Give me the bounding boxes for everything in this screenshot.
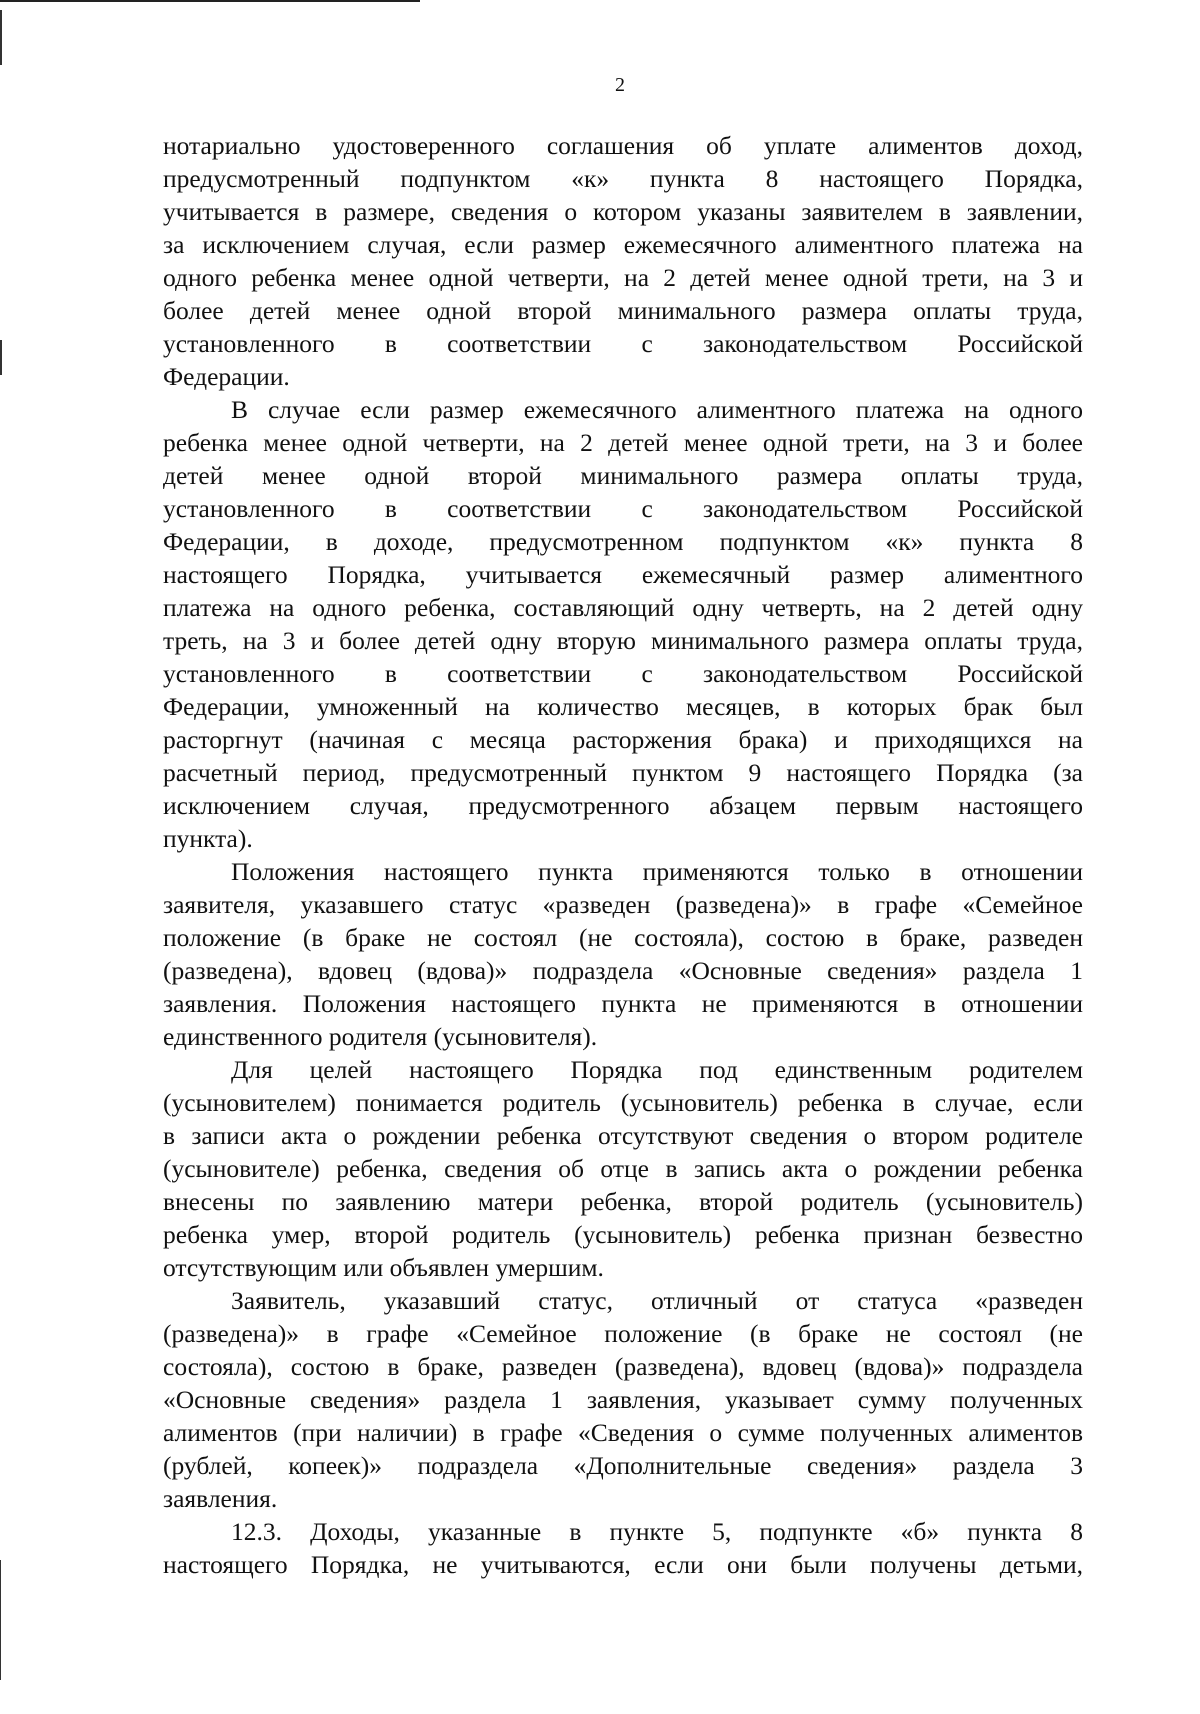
page-number: 2 [615,74,625,96]
scan-left-mark [0,10,2,65]
text-line: состояла), состою в браке, разведен (разведена), вдовец (вдова)» подраздела [163,1352,1083,1381]
text-line: (разведена), вдовец (вдова)» подраздела «Основные сведения» раздела 1 [163,956,1083,985]
text-line: ребенка умер, второй родитель (усыновитель) ребенка признан безвестно [163,1220,1083,1249]
scan-top-rule [0,0,420,2]
text-line: расторгнут (начиная с месяца расторжения брака) и приходящихся на [163,725,1083,754]
text-line: (усыновителе) ребенка, сведения об отце в запись акта о рождении ребенка [163,1154,1083,1183]
text-line: Федерации, умноженный на количество месяцев, в которых брак был [163,692,1083,721]
text-line: за исключением случая, если размер ежемесячного алиментного платежа на [163,230,1083,259]
text-line: Для целей настоящего Порядка под единственным родителем [231,1055,1083,1084]
text-line: «Основные сведения» раздела 1 заявления, указывает сумму полученных [163,1385,1083,1414]
text-line: Федерации. [163,362,290,391]
text-line: детей менее одной второй минимального размера оплаты труда, [163,461,1083,490]
text-line: положение (в браке не состоял (не состояла), состою в браке, разведен [163,923,1083,952]
paragraph [163,1515,1083,1581]
text-line: треть, на 3 и более детей одну вторую минимального размера оплаты труда, [163,626,1083,655]
text-line: расчетный период, предусмотренный пунктом 9 настоящего Порядка (за [163,758,1083,787]
text-line: установленного в соответствии с законодательством Российской [163,329,1083,358]
text-line: платежа на одного ребенка, составляющий одну четверть, на 2 детей одну [163,593,1083,622]
text-line: В случае если размер ежемесячного алиментного платежа на одного [231,395,1083,424]
paragraph [163,129,1083,393]
text-line: внесены по заявлению матери ребенка, второй родитель (усыновитель) [163,1187,1083,1216]
text-line: более детей менее одной второй минимального размера оплаты труда, [163,296,1083,325]
text-line: нотариально удостоверенного соглашения об уплате алиментов доход, [163,131,1083,160]
text-line: алиментов (при наличии) в графе «Сведения о сумме полученных алиментов [163,1418,1083,1447]
text-line: Федерации, в доходе, предусмотренном подпунктом «к» пункта 8 [163,527,1083,556]
text-line: пункта). [163,824,253,853]
text-line: единственного родителя (усыновителя). [163,1022,598,1051]
text-line: Положения настоящего пункта применяются только в отношении [231,857,1083,886]
text-line: заявления. [163,1484,278,1513]
text-line: (рублей, копеек)» подраздела «Дополнительные сведения» раздела 3 [163,1451,1083,1480]
text-line: предусмотренный подпунктом «к» пункта 8 настоящего Порядка, [163,164,1083,193]
text-line: учитывается в размере, сведения о котором указаны заявителем в заявлении, [163,197,1083,226]
text-line: исключением случая, предусмотренного абзацем первым настоящего [163,791,1083,820]
paragraph [163,393,1083,855]
text-line: отсутствующим или объявлен умершим. [163,1253,604,1282]
text-line: 12.3. Доходы, указанные в пункте 5, подпункте «б» пункта 8 [231,1517,1083,1546]
text-line: настоящего Порядка, учитывается ежемесячный размер алиментного [163,560,1083,589]
text-line: настоящего Порядка, не учитываются, если они были получены детьми, [163,1550,1083,1579]
text-line: Заявитель, указавший статус, отличный от статуса «разведен [231,1286,1083,1315]
text-line: установленного в соответствии с законодательством Российской [163,659,1083,688]
text-line: (усыновителем) понимается родитель (усыновитель) ребенка в случае, если [163,1088,1083,1117]
paragraph [163,1053,1083,1284]
scan-left-mark [0,340,2,375]
text-line: одного ребенка менее одной четверти, на 2 детей менее одной трети, на 3 и [163,263,1083,292]
scan-left-mark [0,1560,1,1680]
text-line: заявления. Положения настоящего пункта не применяются в отношении [163,989,1083,1018]
text-line: (разведена)» в графе «Семейное положение (в браке не состоял (не [163,1319,1083,1348]
text-line: установленного в соответствии с законодательством Российской [163,494,1083,523]
text-line: заявителя, указавшего статус «разведен (разведена)» в графе «Семейное [163,890,1083,919]
paragraph [163,855,1083,1053]
text-line: ребенка менее одной четверти, на 2 детей менее одной трети, на 3 и более [163,428,1083,457]
document-body [163,129,1083,1581]
text-line: в записи акта о рождении ребенка отсутствуют сведения о втором родителе [163,1121,1083,1150]
paragraph [163,1284,1083,1515]
